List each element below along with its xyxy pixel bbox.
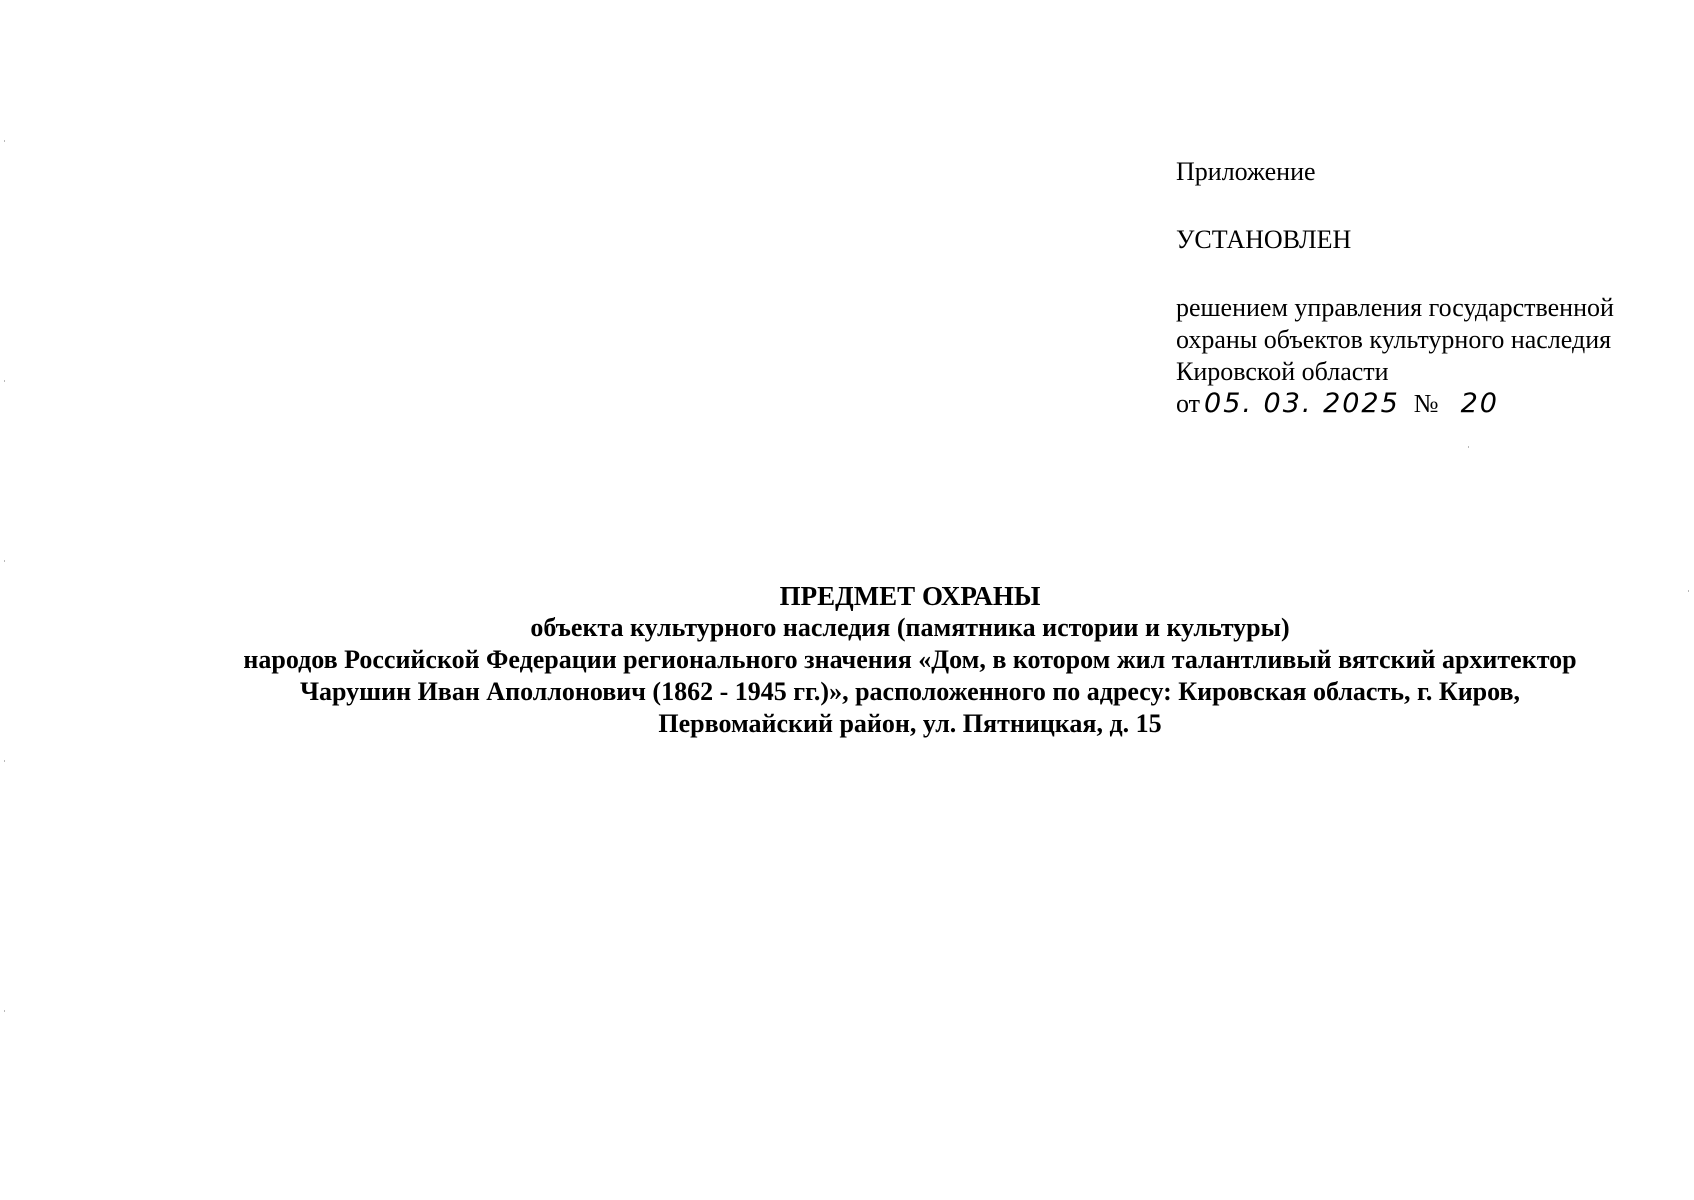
document-title	[150, 580, 1670, 740]
date-prefix: от	[1176, 389, 1201, 418]
scan-artifact	[4, 140, 5, 142]
handwritten-number: 20	[1460, 388, 1499, 419]
scan-artifact	[4, 380, 5, 382]
title-line: народов Российской Федерации регионального значения «Дом, в котором жил талантливый вятский архитектор	[243, 645, 1577, 674]
number-sign: №	[1413, 389, 1439, 418]
scan-artifact	[4, 560, 5, 562]
handwritten-date: 05. 03. 2025	[1204, 388, 1400, 419]
decision-date-row	[1176, 388, 1676, 420]
title-line: объекта культурного наследия (памятника истории и культуры)	[530, 613, 1290, 642]
scan-artifact	[4, 760, 5, 762]
decision-line: Кировской области	[1176, 357, 1389, 386]
scan-artifact	[4, 1010, 5, 1012]
decision-line: охраны объектов культурного наследия	[1176, 325, 1612, 354]
page-title: ПРЕДМЕТ ОХРАНЫ	[779, 581, 1041, 611]
decision-line: решением управления государственной	[1176, 293, 1614, 322]
title-line: Первомайский район, ул. Пятницкая, д. 15	[658, 709, 1162, 738]
title-line: Чарушин Иван Аполлонович (1862 - 1945 гг.)», расположенного по адресу: Кировская область, г. Киров,	[299, 677, 1521, 706]
scan-artifact	[1468, 446, 1469, 448]
approved-label: УСТАНОВЛЕН	[1176, 225, 1352, 254]
annex-label: Приложение	[1176, 157, 1316, 186]
approval-block	[1176, 156, 1676, 420]
scan-artifact	[1688, 590, 1689, 592]
